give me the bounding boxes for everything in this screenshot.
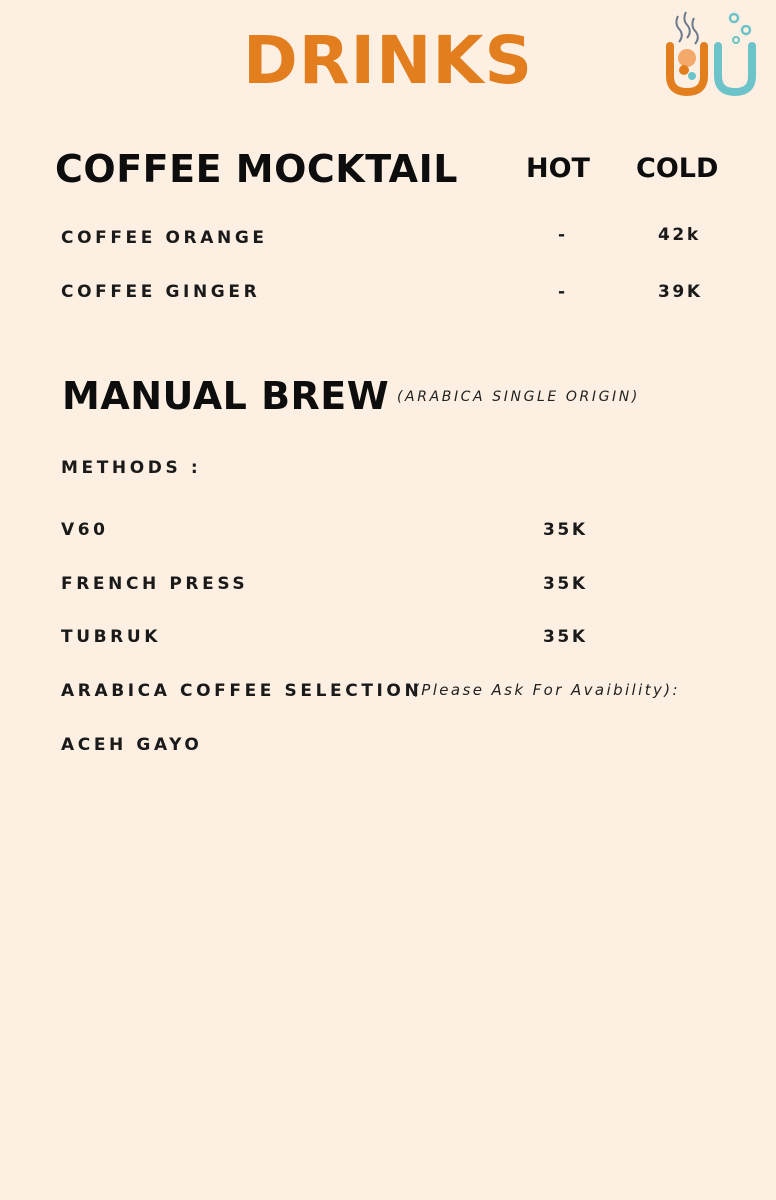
page-title: DRINKS — [242, 22, 534, 99]
method-item-price: 35K — [543, 574, 588, 594]
method-item-price: 35K — [543, 627, 588, 647]
cafe-uu-logo-icon — [662, 6, 762, 98]
method-item-name: FRENCH PRESS — [61, 574, 249, 594]
method-item-price: 35K — [543, 520, 588, 540]
method-item-name: TUBRUK — [61, 627, 162, 647]
cold-column-header: COLD — [636, 153, 719, 184]
mocktail-item-name: COFFEE ORANGE — [61, 228, 268, 248]
mocktail-item-cold-price: 39K — [658, 282, 703, 302]
mocktail-item-hot-price: - — [558, 282, 568, 302]
manual-brew-heading: MANUAL BREW — [62, 374, 390, 418]
mocktail-item-hot-price: - — [558, 225, 568, 245]
methods-label: METHODS : — [61, 458, 202, 478]
selection-label: ARABICA COFFEE SELECTION — [61, 681, 423, 701]
selection-note: (Please Ask For Avaibility): — [413, 681, 680, 699]
selection-item: ACEH GAYO — [61, 735, 203, 755]
mocktail-item-name: COFFEE GINGER — [61, 282, 261, 302]
manual-brew-subheading: (ARABICA SINGLE ORIGIN) — [397, 389, 640, 405]
method-item-name: V60 — [61, 520, 109, 540]
mocktail-heading: COFFEE MOCKTAIL — [55, 147, 458, 191]
mocktail-item-cold-price: 42k — [658, 225, 701, 245]
hot-column-header: HOT — [526, 153, 590, 184]
